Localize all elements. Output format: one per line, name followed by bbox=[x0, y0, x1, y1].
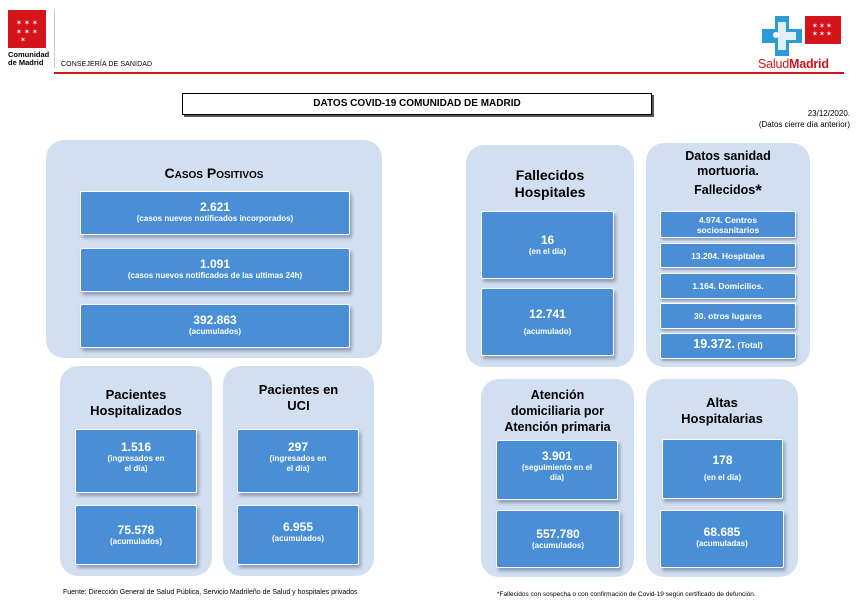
stat-value: 392.863 bbox=[193, 313, 237, 327]
stat-label: (ingresados en bbox=[269, 454, 327, 463]
title-line: Hospitalarias bbox=[681, 411, 763, 426]
mortuoria-title bbox=[646, 149, 810, 198]
title-line: Pacientes en bbox=[258, 382, 339, 397]
atencion-domiciliaria-title bbox=[481, 387, 634, 435]
fallecidos-hospitales-panel bbox=[466, 145, 634, 367]
fallecidos-label: Fallecidos bbox=[694, 183, 756, 197]
salud-madrid-cross-icon bbox=[760, 14, 804, 58]
page-title: DATOS COVID-19 COMUNIDAD DE MADRID bbox=[182, 93, 652, 115]
stat-value: 297 bbox=[287, 440, 309, 454]
asterisk-mark: * bbox=[755, 181, 762, 200]
title-line: Hospitalizados bbox=[90, 403, 182, 418]
stat-label: (casos nuevos notificados de las ultimas 24h) bbox=[127, 271, 303, 280]
stat-label: (acumuladas) bbox=[696, 539, 748, 548]
stat-line: 4.974. Centros bbox=[698, 215, 758, 225]
salud-madrid-flag-logo: ✶ ✶ ✶ ✶ ✶ ✶ bbox=[805, 16, 841, 44]
casos-acumulados-box bbox=[80, 304, 350, 348]
hospitalizados-acumulados-box bbox=[75, 505, 197, 565]
stat-value: 1.091 bbox=[199, 257, 231, 271]
mortuoria-sociosanitarios-box bbox=[660, 211, 796, 238]
fallecidos-dia-box bbox=[481, 211, 614, 279]
stat-label: (seguimiento en el bbox=[521, 463, 593, 472]
date-value: 23/12/2020. bbox=[807, 109, 850, 118]
stat-label: (acumulados) bbox=[271, 534, 324, 543]
stat-line: 1.164. Domicilios. bbox=[692, 281, 764, 291]
stat-value: 1.516 bbox=[120, 440, 152, 454]
title-line: Atención primaria bbox=[504, 420, 611, 434]
fallecidos-hospitales-title bbox=[466, 167, 634, 201]
stat-value: 557.780 bbox=[536, 527, 580, 541]
casos-nuevos-24h-box bbox=[80, 248, 350, 292]
mortuoria-total-box bbox=[660, 333, 796, 359]
total-value: 19.372. bbox=[693, 337, 735, 351]
hospitalizados-title bbox=[60, 387, 212, 419]
title-line: Altas bbox=[706, 395, 738, 410]
stat-label: (acumulados) bbox=[188, 327, 241, 336]
title-line: Atención bbox=[530, 388, 585, 402]
title-line: Pacientes bbox=[105, 387, 167, 402]
fallecidos-acumulado-box bbox=[481, 288, 614, 356]
atencion-acumulados-box bbox=[496, 510, 620, 568]
altas-title bbox=[646, 395, 798, 427]
stat-value: 6.955 bbox=[282, 520, 314, 534]
stat-label: (en el día) bbox=[703, 473, 742, 482]
mortuoria-hospitales-box bbox=[660, 243, 796, 268]
uci-acumulados-box bbox=[237, 505, 359, 565]
altas-dia-box bbox=[662, 439, 783, 499]
uci-title bbox=[223, 382, 374, 414]
title-line: Datos sanidad bbox=[685, 149, 771, 163]
brand-madrid: Madrid bbox=[788, 57, 829, 71]
casos-positivos-title: Casos Positivos bbox=[164, 165, 264, 181]
date-note: (Datos cierre día anterior) bbox=[758, 120, 850, 129]
stat-value: 16 bbox=[540, 233, 555, 247]
altas-acumuladas-box bbox=[660, 510, 784, 568]
stat-label: (ingresados en bbox=[107, 454, 165, 463]
altas-panel bbox=[646, 379, 798, 577]
title-line bbox=[646, 183, 810, 198]
uci-panel bbox=[223, 366, 374, 576]
stat-value: 2.621 bbox=[199, 200, 231, 214]
mortuoria-panel bbox=[646, 143, 810, 367]
stat-label: el día) bbox=[124, 464, 148, 473]
footnote: *Fallecidos con sospecha o con confirmación de Covid-19 según certificado de defunción. bbox=[497, 591, 756, 598]
stat-value: 68.685 bbox=[703, 525, 741, 539]
atencion-domiciliaria-panel bbox=[481, 379, 634, 577]
report-date bbox=[759, 108, 850, 130]
mortuoria-otros-box bbox=[660, 303, 796, 329]
org-name-line1: Comunidad bbox=[8, 50, 50, 59]
total-label: (Total) bbox=[737, 340, 763, 350]
stat-label: (acumulados) bbox=[531, 541, 584, 550]
department-name: CONSEJERÍA DE SANIDAD bbox=[61, 61, 153, 68]
stat-line: sociosanitarios bbox=[696, 225, 760, 235]
uci-dia-box bbox=[237, 429, 359, 493]
stat-value: 178 bbox=[712, 453, 733, 467]
title-line: UCI bbox=[287, 398, 310, 413]
stat-label: (en el día) bbox=[528, 247, 567, 256]
title-line: mortuoria. bbox=[697, 164, 759, 178]
casos-nuevos-incorporados-box bbox=[80, 191, 350, 235]
comunidad-madrid-flag-logo: ✶ ✶ ✶ ✶ ✶ ✶ ✶ bbox=[8, 10, 46, 48]
source-note: Fuente: Dirección General de Salud Pública, Servicio Madrileño de Salud y hospitales privados bbox=[63, 589, 358, 596]
header-divider bbox=[54, 10, 55, 68]
title-line: domiciliaria por bbox=[510, 404, 605, 418]
stat-label: día) bbox=[549, 473, 565, 482]
mortuoria-domicilios-box bbox=[660, 273, 796, 299]
stat-label: (acumulado) bbox=[523, 327, 572, 336]
header-rule bbox=[54, 72, 844, 74]
atencion-dia-box bbox=[496, 440, 618, 500]
hospitalizados-dia-box bbox=[75, 429, 197, 493]
title-line: Hospitales bbox=[514, 184, 586, 200]
org-name-line2: de Madrid bbox=[8, 58, 44, 67]
stat-label: (casos nuevos notificados incorporados) bbox=[136, 214, 294, 223]
stat-line: 30. otros lugares bbox=[693, 311, 763, 321]
casos-positivos-panel bbox=[46, 140, 382, 358]
stat-label: el día) bbox=[286, 464, 310, 473]
stat-value: 75.578 bbox=[117, 523, 155, 537]
stat-value: 12.741 bbox=[529, 307, 566, 321]
hospitalizados-panel bbox=[60, 366, 212, 576]
title-line: Fallecidos bbox=[515, 167, 585, 183]
stat-value: 3.901 bbox=[541, 449, 573, 463]
salud-madrid-brand bbox=[758, 57, 829, 71]
org-name bbox=[8, 51, 49, 67]
brand-salud: Salud bbox=[758, 57, 789, 71]
stat-label: (acumulados) bbox=[109, 537, 162, 546]
stat-line: 13.204. Hospitales bbox=[691, 251, 765, 261]
